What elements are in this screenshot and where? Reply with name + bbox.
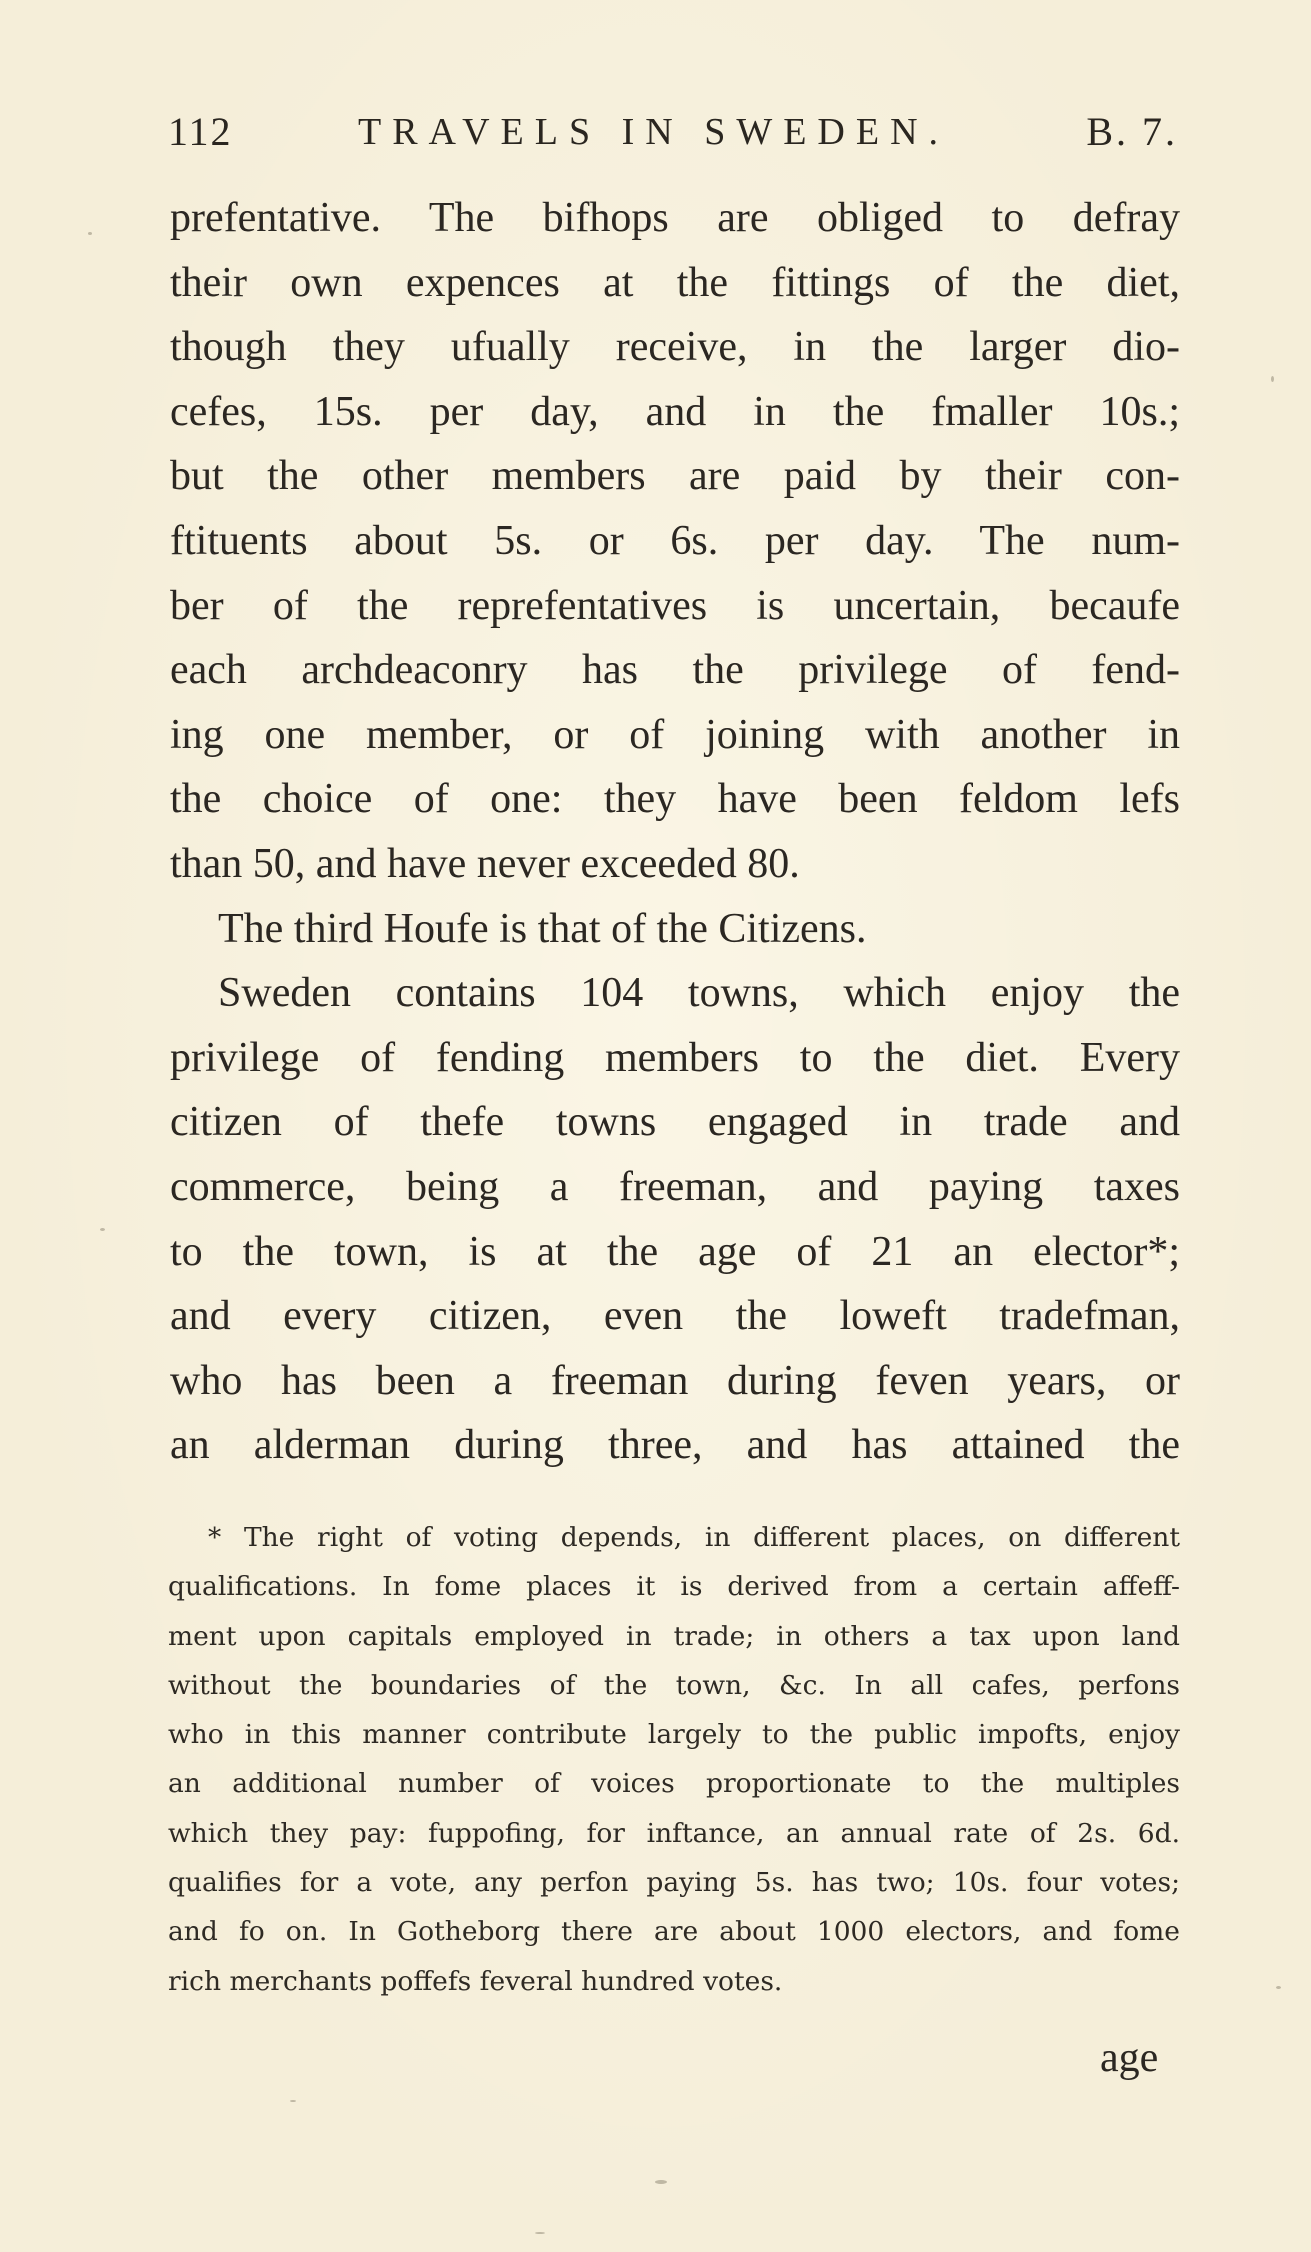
paper-speck — [655, 2180, 667, 2184]
footnote-line: rich merchants poffefs feveral hundred votes. — [168, 1965, 783, 1997]
paper-speck — [1276, 1986, 1281, 1989]
paper-speck — [100, 1228, 105, 1231]
body-line: who has been a freeman during feven years, or — [170, 1357, 1180, 1404]
body-line: the choice of one: they have been feldom lefs — [170, 776, 1180, 823]
body-line: to the town, is at the age of 21 an elector*; — [170, 1228, 1180, 1275]
body-line: Sweden contains 104 towns, which enjoy the — [218, 970, 1180, 1017]
catchword: age — [1100, 2035, 1159, 2081]
running-head — [168, 108, 1178, 158]
body-line: an alderman during three, and has attained the — [170, 1422, 1180, 1469]
body-line: privilege of fending members to the diet. Every — [170, 1034, 1180, 1081]
footnote-line: ment upon capitals employed in trade; in others a tax upon land — [168, 1620, 1180, 1652]
body-line: though they ufually receive, in the larger dio- — [170, 324, 1180, 371]
body-line: The third Houfe is that of the Citizens. — [218, 905, 867, 952]
footnote-line: qualifies for a vote, any perfon paying 5s. has two; 10s. four votes; — [168, 1867, 1180, 1899]
body-line: ftituents about 5s. or 6s. per day. The num- — [170, 517, 1180, 564]
footnote-line: an additional number of voices proportionate to the multiples — [168, 1768, 1180, 1800]
body-line: ber of the reprefentatives is uncertain, becaufe — [170, 582, 1180, 629]
paper-speck — [1271, 376, 1274, 382]
footnote-line: without the boundaries of the town, &c. In all cafes, perfons — [168, 1669, 1180, 1701]
footnote-line: which they pay: fuppofing, for inftance, an annual rate of 2s. 6d. — [168, 1817, 1180, 1849]
body-line: prefentative. The bifhops are obliged to defray — [170, 195, 1180, 241]
footnote — [168, 1513, 1180, 2006]
body-text — [170, 186, 1180, 1478]
paper-speck — [88, 232, 92, 235]
body-line: each archdeaconry has the privilege of fend- — [170, 647, 1180, 694]
paper-speck — [535, 2232, 545, 2234]
body-line: ing one member, or of joining with another in — [170, 711, 1180, 758]
footnote-line: who in this manner contribute largely to the public impofts, enjoy — [168, 1719, 1180, 1751]
body-line: commerce, being a freeman, and paying taxes — [170, 1163, 1180, 1210]
footnote-line: qualifications. In fome places it is derived from a certain affeff- — [168, 1571, 1180, 1603]
paper-speck — [290, 2100, 296, 2102]
body-line: and every citizen, even the loweft tradefman, — [170, 1293, 1180, 1340]
body-line: citizen of thefe towns engaged in trade and — [170, 1099, 1180, 1146]
running-title: TRAVELS IN SWEDEN. — [358, 111, 950, 153]
body-line: their own expences at the fittings of the diet, — [170, 259, 1180, 306]
footnote-line: * The right of voting depends, in different places, on different — [208, 1522, 1180, 1553]
body-line: than 50, and have never exceeded 80. — [170, 840, 800, 887]
body-line: but the other members are paid by their con- — [170, 453, 1180, 500]
footnote-line: and fo on. In Gotheborg there are about 1000 electors, and fome — [168, 1916, 1180, 1948]
book-reference: B. 7. — [1086, 109, 1178, 154]
page-number: 112 — [168, 109, 233, 154]
body-line: cefes, 15s. per day, and in the fmaller 10s.; — [170, 388, 1180, 435]
